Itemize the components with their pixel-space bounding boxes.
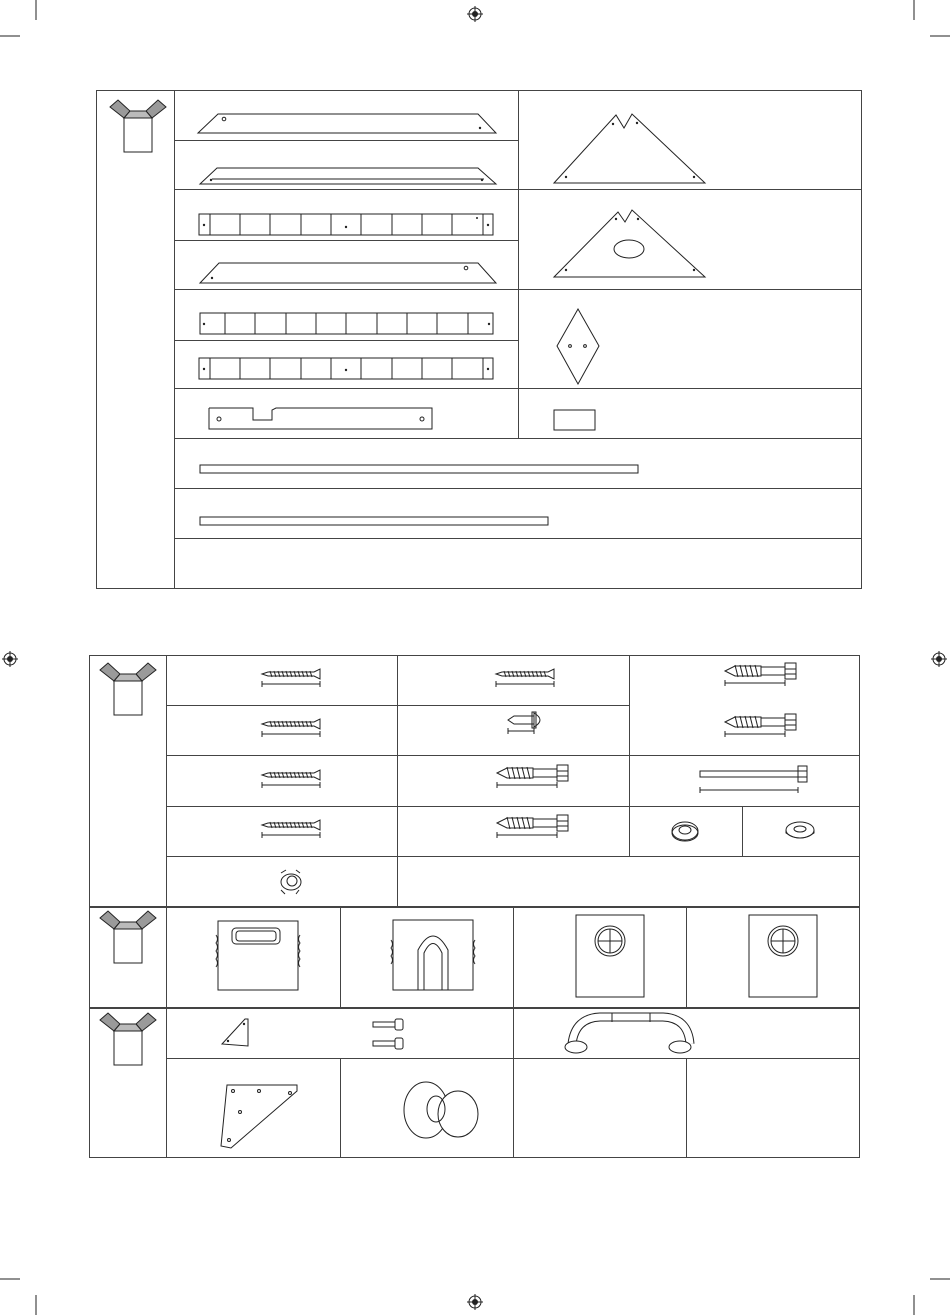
open-box-icon <box>100 663 156 715</box>
wood-screw <box>262 669 320 687</box>
wood-screw <box>262 770 320 788</box>
lock-washer <box>672 822 698 841</box>
corner-bracket <box>222 1019 248 1046</box>
lag-bolt <box>725 714 796 737</box>
grab-handle <box>565 1013 691 1053</box>
bolts <box>373 1019 403 1049</box>
triangular-plate <box>221 1085 297 1148</box>
panel-with-arch <box>391 920 475 990</box>
long-bolt <box>700 766 807 793</box>
open-box-icon <box>100 1013 156 1065</box>
lag-bolt <box>725 663 796 686</box>
panel-with-round-window <box>749 915 817 997</box>
flat-washer <box>786 822 814 838</box>
wood-screw <box>496 669 554 687</box>
lag-bolt <box>497 815 568 838</box>
lag-bolt <box>497 765 568 788</box>
panel-with-round-window <box>576 915 644 997</box>
wood-screw <box>262 719 320 737</box>
wood-screw <box>262 820 320 838</box>
t-nut <box>281 870 301 894</box>
round-knob <box>404 1082 478 1138</box>
carriage-screw <box>508 712 540 734</box>
open-box-icon <box>100 911 156 963</box>
panel-with-slot <box>216 921 300 990</box>
